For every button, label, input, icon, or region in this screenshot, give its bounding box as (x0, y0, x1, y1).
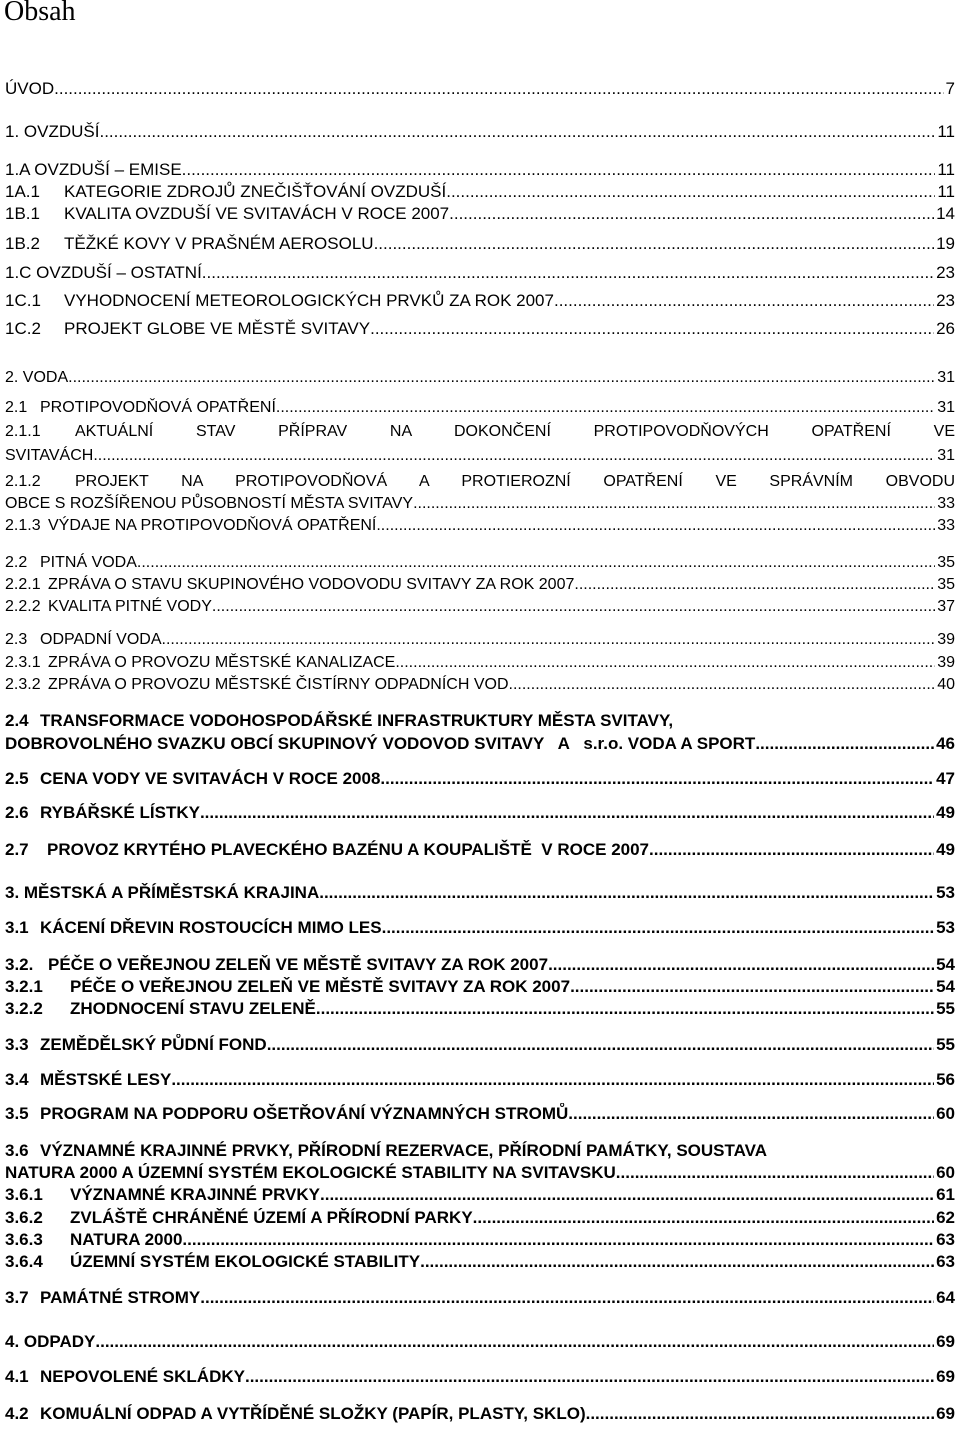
toc-entry[interactable] (5, 515, 955, 537)
dot-leader (162, 629, 936, 651)
toc-entry-page: 64 (936, 1288, 955, 1307)
toc-entry-number: 3.7 (5, 1288, 29, 1307)
toc-entry-title: 1. OVZDUŠÍ (5, 122, 100, 141)
dot-leader (574, 574, 935, 596)
dot-leader (473, 1207, 934, 1229)
toc-entry-number: 3.6 (5, 1141, 29, 1160)
dot-leader (382, 917, 934, 939)
toc-entry-title: 3. MĚSTSKÁ A PŘÍMĚSTSKÁ KRAJINA (5, 883, 320, 902)
toc-entry[interactable] (5, 802, 955, 824)
toc-entry-number: 3.5 (5, 1104, 29, 1123)
dot-leader (182, 159, 936, 181)
toc-entry-title: MĚSTSKÉ LESY (40, 1070, 172, 1089)
toc-entry-title: ODPADNÍ VODA (40, 631, 162, 648)
toc-entry[interactable] (5, 917, 955, 939)
dot-leader (413, 493, 935, 515)
toc-entry-page: 47 (936, 769, 955, 788)
toc-entry-page: 19 (936, 234, 955, 253)
toc-entry-page: 35 (937, 576, 955, 593)
toc-entry-title: PROVOZ KRYTÉHO PLAVECKÉHO BAZÉNU A KOUPALIŠTĚ V ROCE 2007 (47, 840, 650, 859)
dot-leader (370, 318, 934, 340)
dot-leader (449, 203, 934, 225)
toc-entry-number: 2.5 (5, 769, 29, 788)
dot-leader (376, 515, 935, 537)
toc-entry-title-cont: DOBROVOLNÉHO SVAZKU OBCÍ SKUPINOVÝ VODOVOD SVITAVY A s.r.o. VODA A SPORT (5, 734, 756, 753)
dot-leader (374, 233, 935, 255)
toc-entry-page: 31 (937, 399, 955, 416)
dot-leader (245, 1366, 934, 1388)
toc-entry-page: 49 (936, 840, 955, 859)
toc-entry-number: 3.2. (5, 955, 34, 974)
toc-entry-number: 3.6.2 (5, 1208, 43, 1227)
toc-entry-number: 2.1.3 (5, 517, 41, 534)
dot-leader (68, 367, 935, 389)
toc-entry[interactable] (5, 1251, 955, 1273)
toc-entry-number: 3.2.1 (5, 977, 43, 996)
toc-entry[interactable] (5, 262, 955, 284)
toc-entry-multiline[interactable] (5, 421, 955, 443)
toc-entry-page: 60 (936, 1104, 955, 1123)
dot-leader (267, 1034, 934, 1056)
toc-entry-title: PROTIPOVODŇOVÁ OPATŘENÍ (40, 399, 276, 416)
toc-entry-page: 63 (936, 1230, 955, 1249)
toc-entry-number: 4.2 (5, 1404, 29, 1423)
toc-entry-title: NEPOVOLENÉ SKLÁDKY (40, 1367, 245, 1386)
toc-entry[interactable] (5, 574, 955, 596)
toc-entry-title: KVALITA OVZDUŠÍ VE SVITAVÁCH V ROCE 2007 (64, 204, 450, 223)
toc-entry-page: 60 (936, 1163, 955, 1182)
toc-entry[interactable] (5, 233, 955, 255)
toc-entry[interactable] (5, 1184, 955, 1206)
toc-entry-title: 2. VODA (5, 369, 69, 386)
dot-leader (200, 1287, 934, 1309)
toc-entry-number: 2.1 (5, 399, 28, 416)
toc-entry-multiline[interactable] (5, 710, 955, 732)
dot-leader (54, 78, 943, 100)
toc-entry-title-cont: NATURA 2000 A ÚZEMNÍ SYSTÉM EKOLOGICKÉ STABILITY NA SVITAVSKU (5, 1163, 616, 1182)
dot-leader (446, 181, 935, 203)
toc-entry-number: 2.7 (5, 840, 29, 859)
toc-entry-page: 61 (936, 1185, 955, 1204)
toc-entry-number: 1A.1 (5, 182, 40, 201)
toc-entry[interactable] (5, 1103, 955, 1125)
toc-entry-number: 1B.1 (5, 204, 40, 223)
toc-entry[interactable] (5, 768, 955, 790)
dot-leader (200, 802, 934, 824)
toc-entry-title: PÉČE O VEŘEJNOU ZELEŇ VE MĚSTĚ SVITAVY ZA ROK 2007 (70, 977, 571, 996)
toc-entry[interactable] (5, 998, 955, 1020)
toc-entry-continuation[interactable] (5, 1162, 955, 1184)
toc-entry-number: 2.6 (5, 803, 29, 822)
toc-entry-page: 39 (937, 654, 955, 671)
toc-entry-page: 55 (936, 999, 955, 1018)
page-title: Obsah (4, 0, 76, 27)
dot-leader (586, 1403, 934, 1425)
toc-entry[interactable] (5, 596, 955, 618)
toc-entry[interactable] (5, 976, 955, 998)
toc-entry-continuation[interactable] (5, 493, 955, 515)
toc-entry-title: ZPRÁVA O PROVOZU MĚSTSKÉ KANALIZACE (48, 654, 396, 671)
toc-entry-number: 3.2.2 (5, 999, 43, 1018)
dot-leader (93, 445, 935, 467)
toc-entry-page: 33 (937, 495, 955, 512)
toc-entry-number: 2.1.2 (5, 473, 41, 490)
dot-leader (616, 1162, 934, 1184)
toc-entry-number: 2.3.2 (5, 676, 41, 693)
dot-leader (202, 262, 934, 284)
dot-leader (319, 882, 934, 904)
toc-entry-title: TĚŽKÉ KOVY V PRAŠNÉM AEROSOLU (64, 234, 374, 253)
toc-entry-page: 53 (936, 918, 955, 937)
toc-entry-number: 2.2.2 (5, 598, 41, 615)
toc-entry-page: 56 (936, 1070, 955, 1089)
toc-entry-page: 53 (936, 883, 955, 902)
toc-entry-page: 11 (937, 182, 955, 201)
toc-entry-voda[interactable] (5, 367, 955, 389)
toc-entry[interactable] (5, 181, 955, 203)
dot-leader (649, 839, 934, 861)
toc-entry-page: 62 (936, 1208, 955, 1227)
toc-entry-page: 69 (936, 1404, 955, 1423)
toc-entry-page: 63 (936, 1252, 955, 1271)
dot-leader (316, 998, 934, 1020)
toc-entry-title: ÚVOD (5, 79, 55, 98)
toc-entry-page: 26 (936, 319, 955, 338)
toc-entry[interactable] (5, 552, 955, 574)
toc-entry-title: PITNÁ VODA (40, 554, 137, 571)
toc-entry-title: 1.A OVZDUŠÍ – EMISE (5, 160, 182, 179)
toc-entry-number: 3.6.1 (5, 1185, 43, 1204)
toc-entry[interactable] (5, 1229, 955, 1251)
toc-entry[interactable] (5, 954, 955, 976)
toc-entry-page: 23 (936, 291, 955, 310)
dot-leader (95, 1331, 934, 1353)
toc-entry-page: 69 (936, 1367, 955, 1386)
toc-entry[interactable] (5, 1366, 955, 1388)
toc-entry-page: 54 (936, 977, 955, 996)
toc-entry[interactable] (5, 839, 955, 861)
toc-entry-continuation[interactable] (5, 733, 955, 755)
toc-entry-page: 7 (945, 79, 955, 98)
toc-entry-odpady[interactable] (5, 1331, 955, 1353)
toc-entry-title: NATURA 2000 (70, 1230, 183, 1249)
toc-entry-continuation[interactable] (5, 445, 955, 467)
toc-entry-number: 2.1.1 (5, 423, 41, 440)
dot-leader (212, 596, 935, 618)
toc-entry[interactable] (5, 1287, 955, 1309)
toc-entry-page: 23 (936, 263, 955, 282)
toc-entry[interactable] (5, 1403, 955, 1425)
toc-entry-title: CENA VODY VE SVITAVÁCH V ROCE 2008 (40, 769, 381, 788)
dot-leader (320, 1184, 934, 1206)
toc-entry[interactable] (5, 674, 955, 696)
toc-entry-number: 1C.1 (5, 291, 41, 310)
dot-leader (509, 674, 936, 696)
dot-leader (395, 652, 935, 674)
toc-entry-page: 11 (937, 160, 955, 179)
toc-entry-title: PAMÁTNÉ STROMY (40, 1288, 201, 1307)
toc-entry-title: KOMUÁLNÍ ODPAD A VYTŘÍDĚNÉ SLOŽKY (PAPÍR, PLASTY, SKLO) (40, 1404, 586, 1423)
toc-entry-page: 69 (936, 1332, 955, 1351)
toc-entry-number: 1B.2 (5, 234, 40, 253)
toc-entry[interactable] (5, 290, 955, 312)
toc-entry-title: ZPRÁVA O STAVU SKUPINOVÉHO VODOVODU SVITAVY ZA ROK 2007 (48, 576, 575, 593)
toc-entry[interactable] (5, 159, 955, 181)
toc-entry-number: 2.3 (5, 631, 28, 648)
toc-entry-number: 3.6.4 (5, 1252, 43, 1271)
toc-entry-number: 1C.2 (5, 319, 41, 338)
toc-entry-number: 3.1 (5, 918, 29, 937)
toc-entry-title: KVALITA PITNÉ VODY (48, 598, 212, 615)
toc-entry-title-cont: SVITAVÁCH (5, 447, 94, 464)
toc-entry-page: 49 (936, 803, 955, 822)
toc-entry-page: 31 (937, 369, 955, 386)
toc-entry-number: 2.3.1 (5, 654, 41, 671)
toc-entry-title: VYHODNOCENÍ METEOROLOGICKÝCH PRVKŮ ZA ROK 2007 (64, 291, 554, 310)
toc-entry-title: VÝZNAMNÉ KRAJINNÉ PRVKY, PŘÍRODNÍ REZERVACE, PŘÍRODNÍ PAMÁTKY, SOUSTAVA (40, 1141, 767, 1160)
toc-entry[interactable] (5, 318, 955, 340)
toc-entry-title: AKTUÁLNÍ STAV PŘÍPRAV NA DOKONČENÍ PROTIPOVODŇOVÝCH OPATŘENÍ VE (75, 423, 955, 440)
toc-entry-page: 14 (936, 204, 955, 223)
toc-entry-title: TRANSFORMACE VODOHOSPODÁŘSKÉ INFRASTRUKTURY MĚSTA SVITAVY, (40, 711, 674, 730)
dot-leader (276, 397, 935, 419)
dot-leader (755, 733, 934, 755)
toc-entry-uvod[interactable] (5, 78, 955, 100)
toc-entry[interactable] (5, 652, 955, 674)
toc-entry-page: 55 (936, 1035, 955, 1054)
toc-entry-title: ZEMĚDĚLSKÝ PŮDNÍ FOND (40, 1035, 267, 1054)
toc-entry[interactable] (5, 397, 955, 419)
toc-entry-title: ZVLÁŠTĚ CHRÁNĚNÉ ÚZEMÍ A PŘÍRODNÍ PARKY (70, 1208, 473, 1227)
toc-entry-page: 11 (937, 122, 955, 141)
toc-entry-page: 33 (937, 517, 955, 534)
toc-entry-ovzdusi[interactable] (5, 121, 955, 143)
toc-entry-page: 54 (936, 955, 955, 974)
toc-entry-number: 3.3 (5, 1035, 29, 1054)
dot-leader (568, 1103, 934, 1125)
toc-entry-page: 31 (937, 447, 955, 464)
toc-entry-number: 4.1 (5, 1367, 29, 1386)
toc-entry-multiline[interactable] (5, 1140, 955, 1162)
toc-entry-title: ZPRÁVA O PROVOZU MĚSTSKÉ ČISTÍRNY ODPADNÍCH VOD (48, 676, 509, 693)
dot-leader (380, 768, 934, 790)
toc-entry-multiline[interactable] (5, 471, 955, 493)
toc-entry-title: PÉČE O VEŘEJNOU ZELEŇ VE MĚSTĚ SVITAVY ZA ROK 2007 (48, 955, 549, 974)
toc-entry[interactable] (5, 203, 955, 225)
toc-entry-title: KATEGORIE ZDROJŮ ZNEČIŠŤOVÁNÍ OVZDUŠÍ (64, 182, 447, 201)
toc-entry-title: ÚZEMNÍ SYSTÉM EKOLOGICKÉ STABILITY (70, 1252, 421, 1271)
toc-entry-title: RYBÁŘSKÉ LÍSTKY (40, 803, 200, 822)
toc-entry-title: 4. ODPADY (5, 1332, 96, 1351)
dot-leader (420, 1251, 934, 1273)
toc-entry-title: PROJEKT NA PROTIPOVODŇOVÁ A PROTIEROZNÍ OPATŘENÍ VE SPRÁVNÍM OBVODU (75, 473, 955, 490)
toc-entry-title: PROGRAM NA PODPORU OŠETŘOVÁNÍ VÝZNAMNÝCH STROMŮ (40, 1104, 569, 1123)
toc-entry-title-cont: OBCE S ROZŠÍŘENOU PŮSOBNOSTÍ MĚSTA SVITAVY (5, 495, 414, 512)
toc-entry-page: 35 (937, 554, 955, 571)
toc-entry[interactable] (5, 629, 955, 651)
dot-leader (137, 552, 935, 574)
toc-entry-number: 2.2.1 (5, 576, 41, 593)
toc-entry-page: 40 (937, 676, 955, 693)
dot-leader (548, 954, 934, 976)
toc-entry-krajina[interactable] (5, 882, 955, 904)
toc-entry-number: 3.4 (5, 1070, 29, 1089)
dot-leader (554, 290, 934, 312)
toc-entry-title: 1.C OVZDUŠÍ – OSTATNÍ (5, 263, 202, 282)
toc-entry[interactable] (5, 1034, 955, 1056)
toc-entry-number: 2.4 (5, 711, 29, 730)
toc-entry-page: 46 (936, 734, 955, 753)
toc-entry-page: 37 (937, 598, 955, 615)
toc-entry[interactable] (5, 1069, 955, 1091)
toc-entry-title: PROJEKT GLOBE VE MĚSTĚ SVITAVY (64, 319, 371, 338)
dot-leader (171, 1069, 934, 1091)
toc-entry-title: KÁCENÍ DŘEVIN ROSTOUCÍCH MIMO LES (40, 918, 382, 937)
dot-leader (182, 1229, 934, 1251)
toc-entry[interactable] (5, 1207, 955, 1229)
toc-entry-page: 39 (937, 631, 955, 648)
toc-entry-title: VÝZNAMNÉ KRAJINNÉ PRVKY (70, 1185, 321, 1204)
toc-entry-number: 3.6.3 (5, 1230, 43, 1249)
dot-leader (99, 121, 935, 143)
toc-entry-title: VÝDAJE NA PROTIPOVODŇOVÁ OPATŘENÍ (48, 517, 377, 534)
dot-leader (570, 976, 934, 998)
toc-entry-title: ZHODNOCENÍ STAVU ZELENĚ (70, 999, 316, 1018)
toc-entry-number: 2.2 (5, 554, 28, 571)
